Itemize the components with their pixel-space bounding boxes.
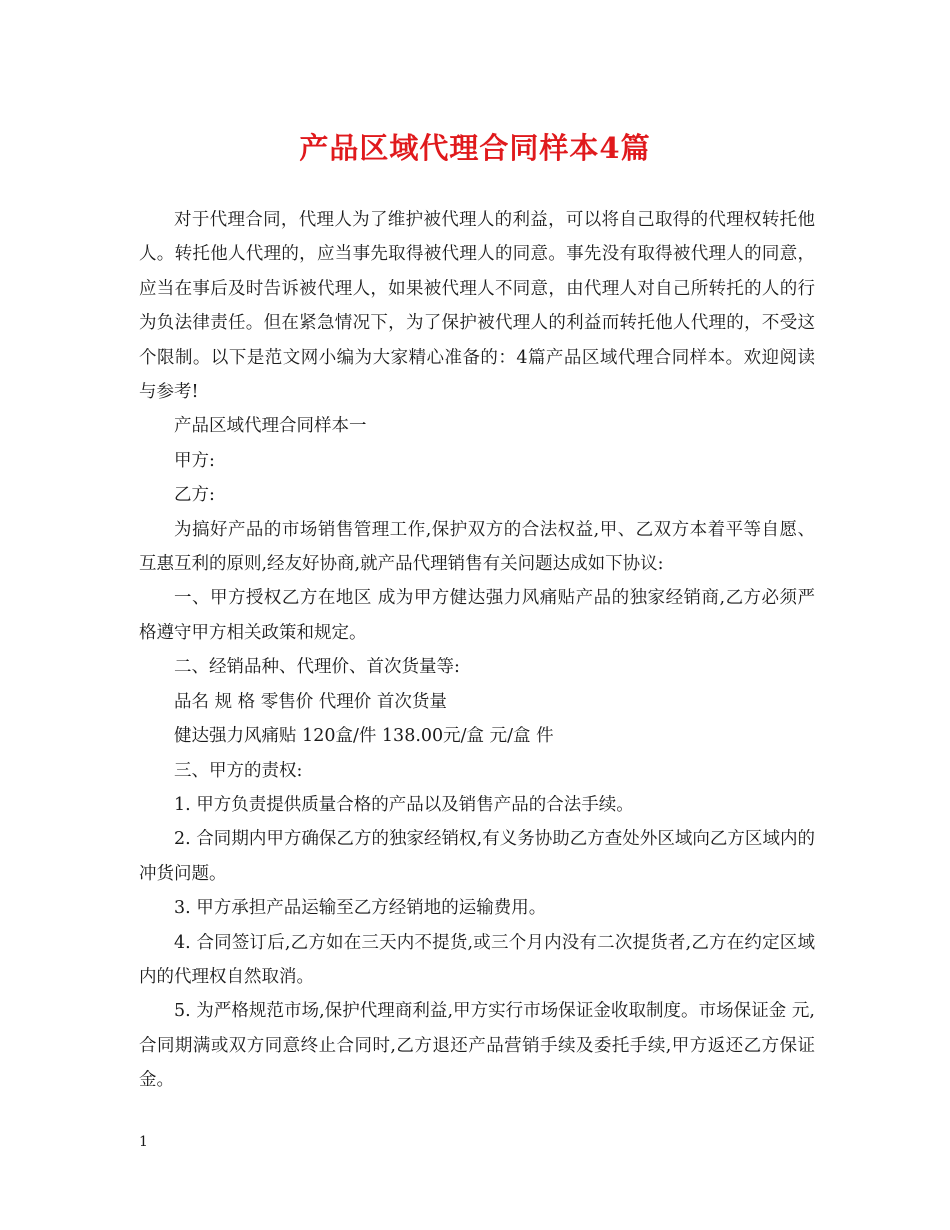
product-table-header: 品名 规 格 零售价 代理价 首次货量 bbox=[174, 691, 447, 712]
clause-three-item-3: 3. 甲方承担产品运输至乙方经销地的运输费用。 bbox=[174, 898, 547, 919]
party-a-line: 甲方: bbox=[174, 450, 215, 471]
clause-one: 一、甲方授权乙方在地区 成为甲方健达强力风痛贴产品的独家经销商,乙方必须严格遵守甲方相关政策和规定。 bbox=[139, 588, 815, 643]
intro-paragraph: 对于代理合同，代理人为了维护被代理人的利益，可以将自己取得的代理权转托他人。转托他人代理的，应当事先取得被代理人的同意。事先没有取得被代理人的同意，应当在事后及时告诉被代理人，如果被代理人不同意，由代理人对自己所转托的人的行为负法律责任。但在紧急情况下，为了保护被代理人的利益而转托他人代理的，不受这个限制。以下是范文网小编为大家精心准备的：4篇产品区域代理合同样本。欢迎阅读与参考! bbox=[139, 210, 815, 403]
clause-three-heading: 三、甲方的责权: bbox=[174, 760, 303, 781]
clause-three-item-2: 2. 合同期内甲方确保乙方的独家经销权,有义务协助乙方查处外区域向乙方区域内的冲货问题。 bbox=[139, 829, 815, 884]
clause-three-item-4: 4. 合同签订后,乙方如在三天内不提货,或三个月内没有二次提货者,乙方在约定区域内的代理权自然取消。 bbox=[139, 932, 815, 987]
preamble-paragraph: 为搞好产品的市场销售管理工作,保护双方的合法权益,甲、乙双方本着平等自愿、互惠互利的原则,经友好协商,就产品代理销售有关问题达成如下协议: bbox=[139, 519, 815, 575]
clause-three-item-1: 1. 甲方负责提供质量合格的产品以及销售产品的合法手续。 bbox=[174, 794, 634, 815]
clause-two-heading: 二、经销品种、代理价、首次货量等: bbox=[174, 657, 460, 678]
clause-three-item-5: 5. 为严格规范市场,保护代理商利益,甲方实行市场保证金收取制度。市场保证金 元,合同期满或双方同意终止合同时,乙方退还产品营销手续及委托手续,甲方返还乙方保证金。 bbox=[139, 1001, 815, 1091]
section-heading: 产品区域代理合同样本一 bbox=[174, 416, 367, 437]
party-b-line: 乙方: bbox=[174, 485, 215, 506]
page-number: 1 bbox=[139, 1134, 148, 1150]
document-body bbox=[139, 203, 815, 1098]
product-table-row: 健达强力风痛贴 120盒/件 138.00元/盒 元/盒 件 bbox=[174, 726, 554, 747]
document-title: 产品区域代理合同样本4篇 bbox=[299, 131, 651, 165]
